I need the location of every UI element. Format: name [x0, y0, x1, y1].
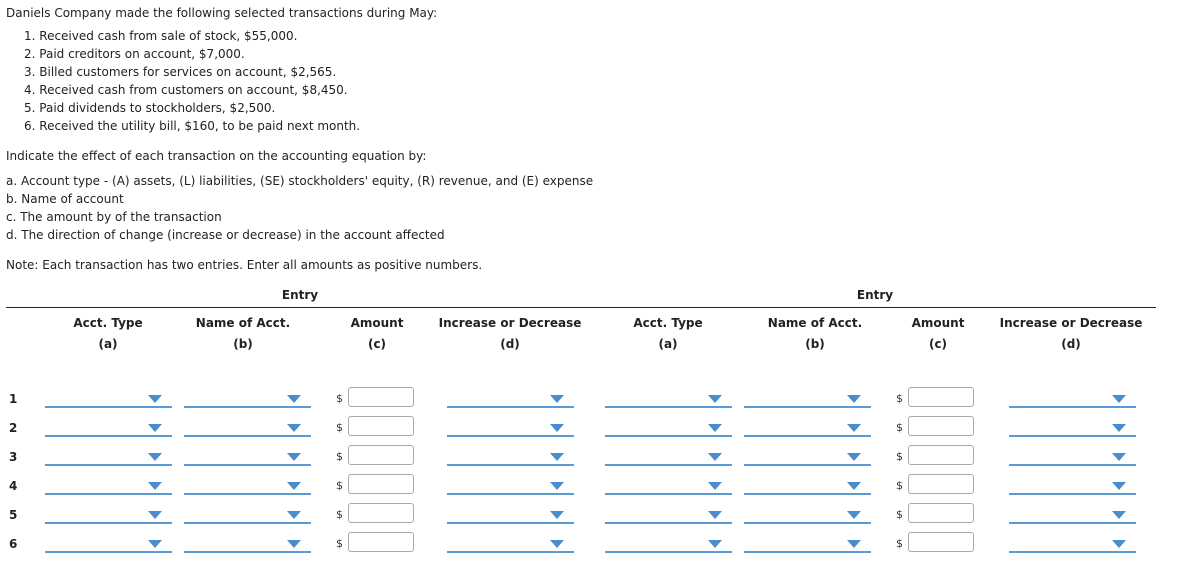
- entry1-increase-decrease-select[interactable]: [447, 535, 574, 553]
- chevron-down-icon: [550, 395, 564, 403]
- entry1-amount-input[interactable]: [348, 503, 414, 523]
- entry-label-2: Entry: [856, 288, 894, 302]
- row-number: 5: [9, 508, 18, 522]
- entry2-amount-input[interactable]: [908, 416, 974, 436]
- column-header: Acct. Type: [633, 316, 703, 330]
- column-subheader: (a): [658, 337, 678, 351]
- column-subheader: (b): [805, 337, 825, 351]
- column-subheader: (a): [98, 337, 118, 351]
- column-subheader: (c): [928, 337, 948, 351]
- column-subheader: (b): [233, 337, 253, 351]
- entry1-acct-type-select[interactable]: [45, 419, 172, 437]
- chevron-down-icon: [847, 453, 861, 461]
- chevron-down-icon: [550, 424, 564, 432]
- entry1-increase-decrease-select[interactable]: [447, 477, 574, 495]
- column-header: Name of Acct.: [195, 316, 291, 330]
- entry1-increase-decrease-select[interactable]: [447, 390, 574, 408]
- currency-symbol: $: [896, 392, 903, 405]
- column-header: Increase or Decrease: [438, 316, 582, 330]
- intro-text: Daniels Company made the following selected transactions during May:: [6, 6, 438, 20]
- entry2-amount-input[interactable]: [908, 474, 974, 494]
- entry2-increase-decrease-select[interactable]: [1009, 477, 1136, 495]
- entry2-increase-decrease-select[interactable]: [1009, 390, 1136, 408]
- entry1-amount-input[interactable]: [348, 387, 414, 407]
- chevron-down-icon: [847, 540, 861, 548]
- column-header: Acct. Type: [73, 316, 143, 330]
- chevron-down-icon: [550, 453, 564, 461]
- chevron-down-icon: [847, 395, 861, 403]
- chevron-down-icon: [1112, 482, 1126, 490]
- entry2-account-name-select[interactable]: [744, 448, 871, 466]
- entry2-increase-decrease-select[interactable]: [1009, 506, 1136, 524]
- row-number: 4: [9, 479, 18, 493]
- entry1-account-name-select[interactable]: [184, 419, 311, 437]
- chevron-down-icon: [148, 482, 162, 490]
- chevron-down-icon: [708, 482, 722, 490]
- chevron-down-icon: [708, 540, 722, 548]
- chevron-down-icon: [287, 453, 301, 461]
- row-number: 3: [9, 450, 18, 464]
- entry1-acct-type-select[interactable]: [45, 390, 172, 408]
- entry2-acct-type-select[interactable]: [605, 477, 732, 495]
- transaction-item: 1. Received cash from sale of stock, $55,000.: [24, 29, 298, 43]
- transaction-item: 3. Billed customers for services on account, $2,565.: [24, 65, 337, 79]
- entry2-increase-decrease-select[interactable]: [1009, 419, 1136, 437]
- entry1-amount-input[interactable]: [348, 474, 414, 494]
- entry1-increase-decrease-select[interactable]: [447, 448, 574, 466]
- instruction-part: a. Account type - (A) assets, (L) liabilities, (SE) stockholders' equity, (R) revenue, and (E) expense: [6, 174, 594, 188]
- instruction-part: b. Name of account: [6, 192, 124, 206]
- chevron-down-icon: [708, 453, 722, 461]
- column-subheader: (d): [500, 337, 520, 351]
- entry2-increase-decrease-select[interactable]: [1009, 448, 1136, 466]
- currency-symbol: $: [896, 537, 903, 550]
- entry2-acct-type-select[interactable]: [605, 390, 732, 408]
- entry2-increase-decrease-select[interactable]: [1009, 535, 1136, 553]
- chevron-down-icon: [847, 424, 861, 432]
- chevron-down-icon: [1112, 540, 1126, 548]
- chevron-down-icon: [287, 395, 301, 403]
- chevron-down-icon: [708, 511, 722, 519]
- chevron-down-icon: [847, 511, 861, 519]
- chevron-down-icon: [1112, 453, 1126, 461]
- chevron-down-icon: [287, 540, 301, 548]
- column-header: Name of Acct.: [767, 316, 863, 330]
- instruction-part: c. The amount by of the transaction: [6, 210, 222, 224]
- entry1-acct-type-select[interactable]: [45, 448, 172, 466]
- currency-symbol: $: [896, 450, 903, 463]
- currency-symbol: $: [896, 508, 903, 521]
- chevron-down-icon: [708, 424, 722, 432]
- entry1-acct-type-select[interactable]: [45, 477, 172, 495]
- entry1-amount-input[interactable]: [348, 445, 414, 465]
- transaction-item: 2. Paid creditors on account, $7,000.: [24, 47, 245, 61]
- chevron-down-icon: [287, 482, 301, 490]
- row-number: 1: [9, 392, 18, 406]
- entry1-amount-input[interactable]: [348, 532, 414, 552]
- column-subheader: (d): [1061, 337, 1081, 351]
- entry1-acct-type-select[interactable]: [45, 506, 172, 524]
- chevron-down-icon: [287, 511, 301, 519]
- entry2-account-name-select[interactable]: [744, 506, 871, 524]
- column-subheader: (c): [367, 337, 387, 351]
- chevron-down-icon: [148, 453, 162, 461]
- currency-symbol: $: [336, 392, 343, 405]
- chevron-down-icon: [550, 511, 564, 519]
- chevron-down-icon: [550, 540, 564, 548]
- column-header: Increase or Decrease: [999, 316, 1143, 330]
- entry1-account-name-select[interactable]: [184, 477, 311, 495]
- chevron-down-icon: [1112, 424, 1126, 432]
- transaction-item: 4. Received cash from customers on account, $8,450.: [24, 83, 348, 97]
- entry1-account-name-select[interactable]: [184, 390, 311, 408]
- currency-symbol: $: [336, 479, 343, 492]
- chevron-down-icon: [708, 395, 722, 403]
- entry2-account-name-select[interactable]: [744, 477, 871, 495]
- currency-symbol: $: [336, 508, 343, 521]
- entry2-acct-type-select[interactable]: [605, 535, 732, 553]
- entry2-amount-input[interactable]: [908, 445, 974, 465]
- entry1-amount-input[interactable]: [348, 416, 414, 436]
- currency-symbol: $: [896, 479, 903, 492]
- chevron-down-icon: [1112, 511, 1126, 519]
- entry2-amount-input[interactable]: [908, 503, 974, 523]
- column-header: Amount: [911, 316, 965, 330]
- chevron-down-icon: [148, 540, 162, 548]
- chevron-down-icon: [148, 511, 162, 519]
- column-header: Amount: [350, 316, 404, 330]
- entry1-account-name-select[interactable]: [184, 448, 311, 466]
- chevron-down-icon: [550, 482, 564, 490]
- currency-symbol: $: [336, 450, 343, 463]
- entry-label-1: Entry: [281, 288, 319, 302]
- currency-symbol: $: [896, 421, 903, 434]
- entry1-account-name-select[interactable]: [184, 506, 311, 524]
- transaction-item: 5. Paid dividends to stockholders, $2,500.: [24, 101, 276, 115]
- row-number: 6: [9, 537, 18, 551]
- entry2-amount-input[interactable]: [908, 532, 974, 552]
- row-number: 2: [9, 421, 18, 435]
- entry1-increase-decrease-select[interactable]: [447, 506, 574, 524]
- chevron-down-icon: [287, 424, 301, 432]
- entry2-acct-type-select[interactable]: [605, 419, 732, 437]
- header-divider: [6, 307, 1156, 308]
- chevron-down-icon: [1112, 395, 1126, 403]
- entry1-acct-type-select[interactable]: [45, 535, 172, 553]
- instruction-text: Indicate the effect of each transaction on the accounting equation by:: [6, 149, 427, 163]
- chevron-down-icon: [847, 482, 861, 490]
- entry2-account-name-select[interactable]: [744, 535, 871, 553]
- entry2-account-name-select[interactable]: [744, 419, 871, 437]
- currency-symbol: $: [336, 537, 343, 550]
- instruction-part: d. The direction of change (increase or decrease) in the account affected: [6, 228, 445, 242]
- entry1-account-name-select[interactable]: [184, 535, 311, 553]
- entry2-acct-type-select[interactable]: [605, 506, 732, 524]
- entry1-increase-decrease-select[interactable]: [447, 419, 574, 437]
- chevron-down-icon: [148, 424, 162, 432]
- entry2-account-name-select[interactable]: [744, 390, 871, 408]
- currency-symbol: $: [336, 421, 343, 434]
- entry2-acct-type-select[interactable]: [605, 448, 732, 466]
- note-text: Note: Each transaction has two entries. Enter all amounts as positive numbers.: [6, 258, 483, 272]
- chevron-down-icon: [148, 395, 162, 403]
- transaction-item: 6. Received the utility bill, $160, to be paid next month.: [24, 119, 361, 133]
- entry2-amount-input[interactable]: [908, 387, 974, 407]
